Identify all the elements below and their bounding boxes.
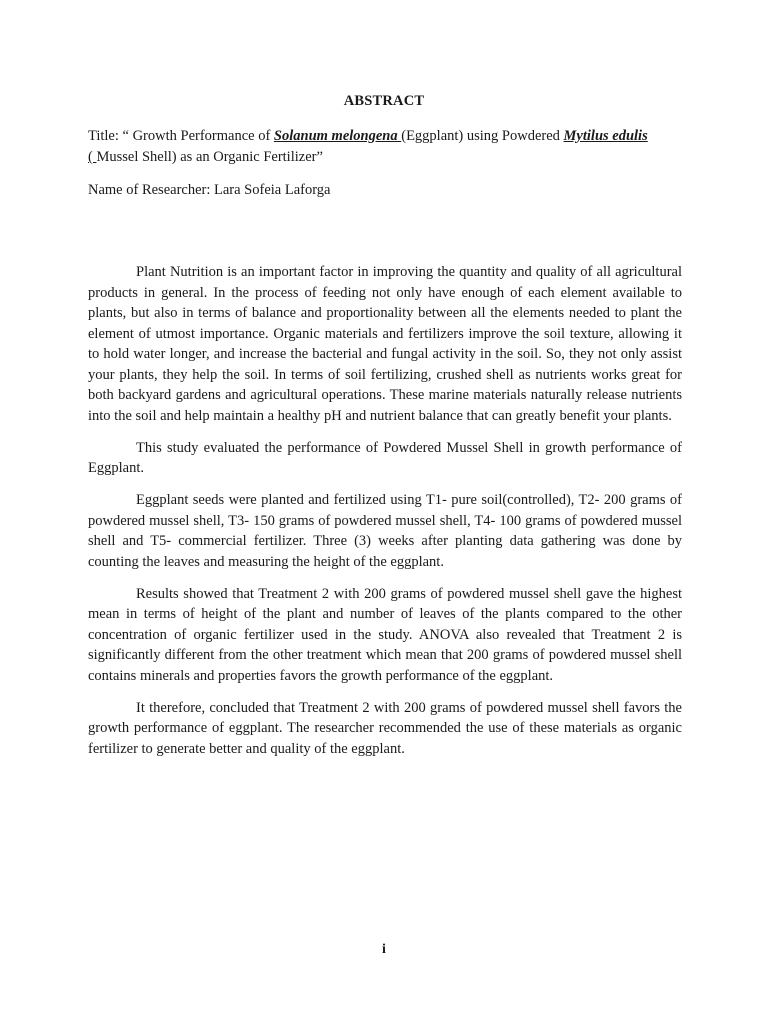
paragraph-conclusion: It therefore, concluded that Treatment 2 with 200 grams of powdered mussel shell favors the growth performance of eggplant. The researcher recommended the use of these materials as organic fertilizer to generate better and quality of the eggplant. <box>88 699 682 757</box>
species-name-mussel: Mytilus edulis <box>563 128 648 144</box>
paragraph-methods: Eggplant seeds were planted and fertilized using T1- pure soil(controlled), T2- 200 grams of powdered mussel shell, T3- 150 grams of powdered mussel shell, T4- 100 grams of powdered mussel shell and T5- commercial fertilizer. Three (3) weeks after planting data gathering was done by counting the leaves and measuring the height of the eggplant. <box>88 492 682 570</box>
abstract-heading: ABSTRACT <box>343 93 425 109</box>
abstract-body <box>88 262 682 771</box>
paragraph-purpose: This study evaluated the performance of Powdered Mussel Shell in growth performance of Eggplant. <box>88 439 682 476</box>
title-line-1 <box>88 126 708 147</box>
paragraph-introduction: Plant Nutrition is an important factor in improving the quantity and quality of all agricultural products in general. In the process of feeding not only have enough of each element available to plants, but also in terms of balance and proportionality between all the elements needed to plant the element of utmost importance. Organic materials and fertilizers improve the soil texture, allowing it to hold water longer, and increase the bacterial and fungal activity in the soil. So, they not only assist your plants, they help the soil. In terms of soil fertilizing, crushed shell as nutrients works great for both backyard gardens and agricultural operations. These marine materials naturally release nutrients into the soil and help maintain a healthy pH and nutrient balance that can greatly benefit your plants. <box>88 264 682 424</box>
title-suffix: Mussel Shell) as an Organic Fertilizer” <box>96 149 323 165</box>
title-paren-open: ( <box>88 149 97 165</box>
page-number: i <box>382 942 386 957</box>
title-prefix: Title: “ Growth Performance of <box>88 128 274 144</box>
title-mid: (Eggplant) using Powdered <box>401 128 564 144</box>
species-name-eggplant: Solanum melongena <box>273 128 402 144</box>
paragraph-results: Results showed that Treatment 2 with 200 grams of powdered mussel shell gave the highest mean in terms of height of the plant and number of leaves of the plants compared to the other concentration of organic fertilizer used in the study. ANOVA also revealed that Treatment 2 is significantly different from the other treatment which mean that 200 grams of powdered mussel shell contains minerals and properties favors the growth performance of the eggplant. <box>88 585 682 684</box>
title-line-2 <box>88 147 708 168</box>
researcher-name: Name of Researcher: Lara Sofeia Laforga <box>88 182 331 198</box>
